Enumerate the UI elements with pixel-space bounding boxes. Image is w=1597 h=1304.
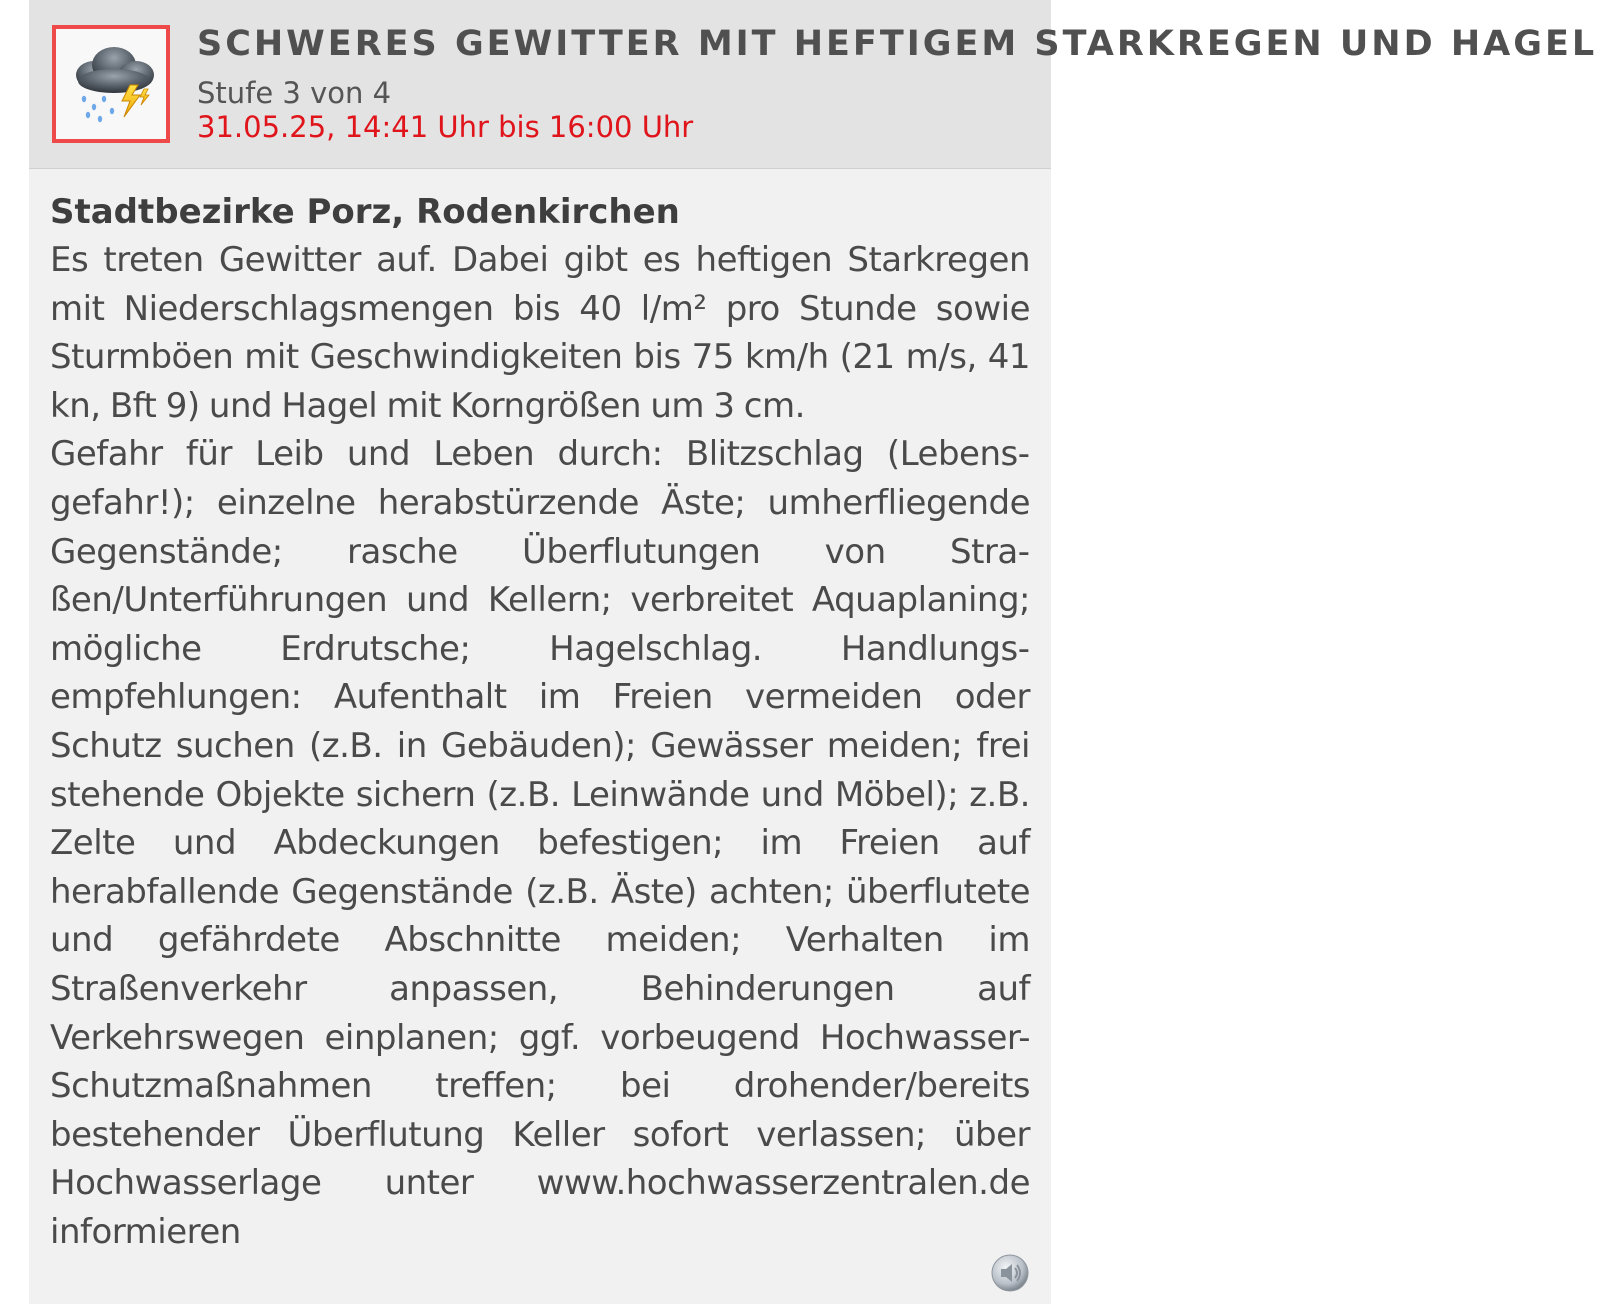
warning-icon-box — [52, 25, 170, 143]
district-heading: Stadtbezirke Porz, Rodenkirchen — [50, 192, 680, 232]
warning-time-range: 31.05.25, 14:41 Uhr bis 16:00 Uhr — [197, 110, 694, 144]
warning-title: SCHWERES GEWITTER MIT HEFTIGEM STARKREGEN UND HAGEL — [197, 24, 1597, 64]
speaker-icon — [990, 1253, 1030, 1293]
speaker-button[interactable] — [990, 1253, 1030, 1293]
warning-body — [50, 188, 1030, 1256]
warning-card — [29, 0, 1597, 1304]
thunderstorm-icon — [64, 37, 158, 131]
warning-level: Stufe 3 von 4 — [197, 76, 392, 110]
warning-header — [29, 0, 1597, 169]
warning-instructions: Gefahr für Leib und Leben durch: Blitzschlag (Lebensgefahr!); einzelne herabstürzende Äste; umherfliegende Gegenstände; rasche Überflutungen von Straßen/Unterführungen und Kellern; verbreitet Aquaplaning; mögliche Erdrutsche; Hagelschlag. Handlungsempfehlungen: Aufenthalt im Freien vermeiden oder Schutz suchen (z.B. in Gebäuden); Gewässer meiden; frei stehende Objekte sichern (z.B. Leinwände und Möbel); z.B. Zelte und Abdeckungen befestigen; im Freien auf herabfallende Gegenstände (z.B. Äste) achten; überflutete und gefährdete Abschnitte meiden; Verhalten im Straßenverkehr anpassen, Behinderungen auf Verkehrswegen einplanen; ggf. vorbeugend Hochwasser-Schutzmaßnahmen treffen; bei drohender/bereits bestehender Überflutung Keller sofort verlassen; über Hochwasserlage unter www.hochwasserzentralen.de informieren — [50, 434, 1030, 1252]
warning-description: Es treten Gewitter auf. Dabei gibt es heftigen Starkregen mit Niederschlagsmengen bis 40 l/m² pro Stunde sowie Sturmböen mit Geschwindigkeiten bis 75 km/h (21 m/s, 41 kn, Bft 9) und Hagel mit Korngrößen um 3 cm. — [50, 240, 1030, 426]
